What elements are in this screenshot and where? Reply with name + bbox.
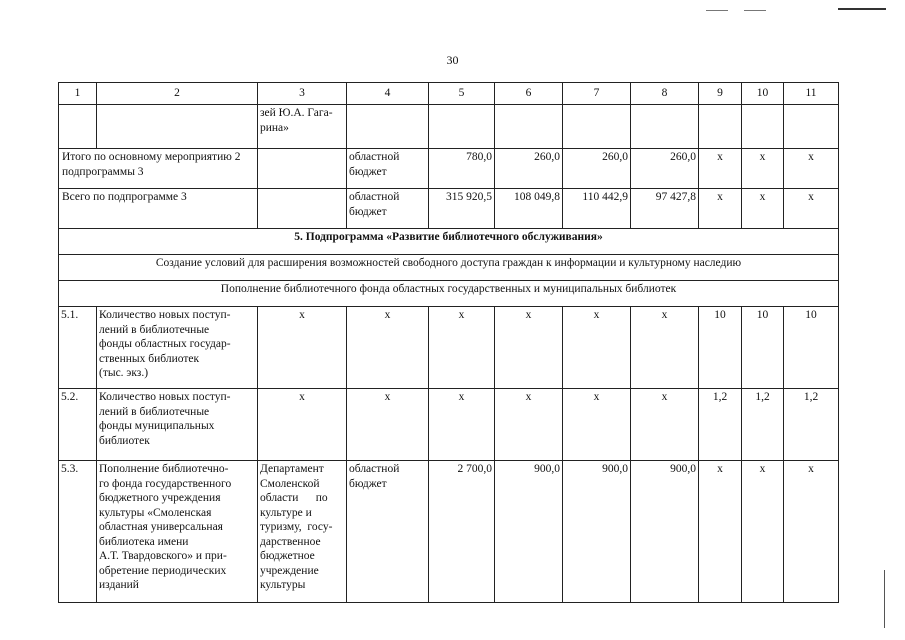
source-cell: х [347,389,429,461]
margin-mark [884,570,885,628]
value-cell: х [699,189,742,229]
header-cell: 8 [631,83,699,105]
row-name: Пополнение библиотечно- го фонда государственного бюджетного учреждения культуры «Смоленская областная универсальная библиотека имени А.Т. Твардовского» и при- обретение периодических изданий [97,461,258,603]
table-row [59,389,839,461]
value-cell: х [495,307,563,389]
value-cell: х [742,149,784,189]
header-cell: 7 [563,83,631,105]
header-cell: 9 [699,83,742,105]
row-number: 5.2. [59,389,97,461]
value-cell: 780,0 [429,149,495,189]
header-cell: 11 [784,83,839,105]
section-title-row [59,229,839,255]
task-text: Пополнение библиотечного фонда областных государственных и муниципальных библиотек [59,281,839,307]
top-rule-3 [838,8,886,10]
total-main-event-row [59,149,839,189]
value-cell: 260,0 [631,149,699,189]
row-name: Количество новых поступ- лений в библиотечные фонды областных государ- ственных библиотек (тыс. экз.) [97,307,258,389]
value-cell: 1,2 [742,389,784,461]
value-cell: х [742,189,784,229]
value-cell: х [631,389,699,461]
source-cell: областной бюджет [347,461,429,603]
page-number: 30 [446,53,459,67]
value-cell: х [563,307,631,389]
value-cell: х [784,189,839,229]
value-cell: 900,0 [495,461,563,603]
header-cell: 10 [742,83,784,105]
value-cell: 260,0 [563,149,631,189]
header-cell: 2 [97,83,258,105]
row-name: Количество новых поступ- лений в библиотечные фонды муниципальных библиотек [97,389,258,461]
value-cell: 10 [784,307,839,389]
goal-text: Создание условий для расширения возможностей свободного доступа граждан к информации и культурному наследию [59,255,839,281]
value-cell: 10 [699,307,742,389]
value-cell: х [563,389,631,461]
executor-cell: х [258,307,347,389]
value-cell: 315 920,5 [429,189,495,229]
row-name: Итого по основному мероприятию 2 подпрограммы 3 [59,149,258,189]
executor-cell: х [258,389,347,461]
top-rule-2 [744,10,766,11]
value-cell: 10 [742,307,784,389]
executor-cell: зей Ю.А. Гага- рина» [258,105,347,149]
value-cell: 900,0 [631,461,699,603]
header-cell: 3 [258,83,347,105]
value-cell: х [429,307,495,389]
table-row [59,307,839,389]
row-number: 5.3. [59,461,97,603]
value-cell: х [784,461,839,603]
task-row [59,281,839,307]
value-cell: 1,2 [784,389,839,461]
value-cell: 110 442,9 [563,189,631,229]
value-cell: 1,2 [699,389,742,461]
goal-row [59,255,839,281]
value-cell: х [699,461,742,603]
value-cell: 900,0 [563,461,631,603]
value-cell: 97 427,8 [631,189,699,229]
header-cell: 6 [495,83,563,105]
value-cell: х [495,389,563,461]
total-subprogram-row [59,189,839,229]
value-cell: х [742,461,784,603]
top-rule-1 [706,10,728,11]
continuation-row [59,105,839,149]
value-cell: х [784,149,839,189]
header-cell: 1 [59,83,97,105]
header-cell: 4 [347,83,429,105]
source-cell: областной бюджет [347,149,429,189]
header-row [59,83,839,105]
value-cell: 108 049,8 [495,189,563,229]
value-cell: 2 700,0 [429,461,495,603]
row-name: Всего по подпрограмме 3 [59,189,258,229]
source-cell: областной бюджет [347,189,429,229]
executor-cell: Департамент Смоленской области по культуре и туризму, госу- дарственное бюджетное учреждение культуры [258,461,347,603]
value-cell: 260,0 [495,149,563,189]
source-cell: х [347,307,429,389]
value-cell: х [429,389,495,461]
budget-table [58,82,839,603]
value-cell: х [699,149,742,189]
section-title: 5. Подпрограмма «Развитие библиотечного обслуживания» [59,229,839,255]
table-row [59,461,839,603]
header-cell: 5 [429,83,495,105]
row-number: 5.1. [59,307,97,389]
value-cell: х [631,307,699,389]
